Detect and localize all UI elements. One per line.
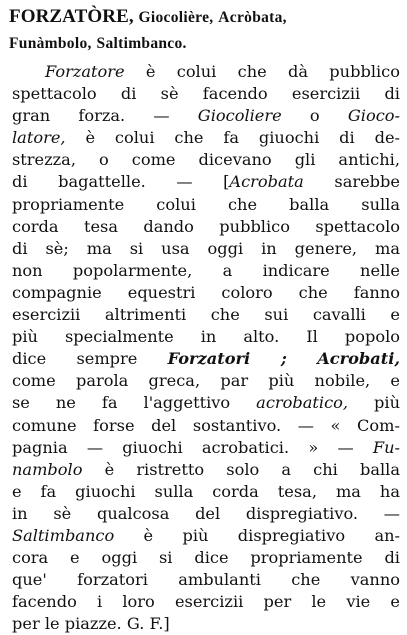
emphasized-term: Acrobati, bbox=[317, 349, 400, 369]
emphasized-term: Forzatore bbox=[45, 62, 125, 81]
entry-body bbox=[12, 61, 400, 635]
text-line bbox=[12, 569, 400, 591]
text-line bbox=[12, 216, 400, 238]
synonym-acrobata: Acròbata, bbox=[218, 9, 287, 26]
text-line bbox=[12, 348, 400, 370]
text-span: di sè; ma si usa oggi in genere, ma bbox=[12, 238, 400, 258]
text-span: più bbox=[348, 393, 400, 413]
text-span: non popolarmente, a indicare nelle bbox=[12, 260, 400, 280]
text-span: pagnia — giuochi acrobatici. » — bbox=[12, 437, 373, 457]
text-span: gran forza. — bbox=[12, 106, 198, 126]
text-span: sarebbe bbox=[303, 172, 400, 192]
text-line bbox=[12, 326, 400, 348]
text-line bbox=[12, 260, 400, 282]
emphasized-term: latore, bbox=[12, 128, 66, 148]
text-span: corda tesa dando pubblico spettacolo bbox=[12, 216, 400, 236]
text-span: come parola greca, par più nobile, e bbox=[12, 371, 400, 391]
text-span: più specialmente in alto. Il popolo bbox=[12, 327, 400, 347]
emphasized-term: Fu- bbox=[372, 437, 400, 457]
text-span: è più dispregiativo an- bbox=[114, 525, 400, 545]
synonym-funambolo: Funàmbolo, bbox=[9, 35, 92, 52]
text-span: è colui che fa giuochi di de- bbox=[65, 128, 400, 148]
emphasized-term: Forzatori ; bbox=[167, 349, 287, 369]
text-span: o bbox=[281, 106, 348, 126]
text-line bbox=[12, 282, 400, 304]
text-span: facendo i loro esercizii per le vie e bbox=[12, 592, 400, 612]
text-span: compagnie equestri coloro che fanno bbox=[12, 282, 400, 302]
text-span: comune forse del sostantivo. — « Com- bbox=[12, 415, 400, 435]
text-line bbox=[12, 238, 400, 260]
text-span: spettacolo di sè facendo esercizii di bbox=[12, 84, 400, 104]
emphasized-term: nambolo bbox=[12, 459, 83, 479]
text-line bbox=[12, 503, 400, 525]
text-line bbox=[12, 415, 400, 437]
text-line bbox=[12, 547, 400, 569]
text-line bbox=[12, 525, 400, 547]
emphasized-term: Acrobata bbox=[229, 172, 304, 192]
text-span: strezza, o come dicevano gli antichi, bbox=[12, 150, 400, 170]
emphasized-term: Saltimbanco bbox=[12, 525, 115, 545]
text-line bbox=[12, 105, 400, 127]
text-line bbox=[12, 459, 400, 481]
text-span: dice sempre bbox=[12, 349, 168, 369]
text-line bbox=[12, 127, 400, 149]
text-line bbox=[12, 171, 400, 193]
text-span: cora e oggi si dice propriamente di bbox=[12, 548, 400, 568]
text-span: se ne fa l'aggettivo bbox=[12, 393, 257, 413]
text-line bbox=[12, 61, 400, 83]
text-span: esercizii altrimenti che sui cavalli e bbox=[12, 305, 400, 325]
synonym-saltimbanco: Saltimbanco. bbox=[96, 35, 187, 52]
entry-heading bbox=[9, 4, 401, 56]
text-line bbox=[12, 83, 400, 105]
text-span: propriamente colui che balla sulla bbox=[12, 194, 400, 214]
emphasized-term: Gioco- bbox=[347, 106, 400, 126]
text-line bbox=[12, 304, 400, 326]
text-line bbox=[12, 591, 400, 613]
text-span: in sè qualcosa del dispregiativo. — bbox=[12, 503, 400, 523]
synonym-giocoliere: Giocolière, bbox=[138, 9, 214, 26]
text-span: per le piazze. G. F.] bbox=[12, 614, 170, 634]
text-line bbox=[12, 437, 400, 459]
text-line bbox=[12, 481, 400, 503]
text-span: que' forzatori ambulanti che vanno bbox=[12, 570, 400, 590]
text-line bbox=[12, 392, 400, 414]
text-line bbox=[12, 370, 400, 392]
text-line bbox=[12, 149, 400, 171]
text-span: di bagattelle. — [ bbox=[12, 172, 230, 192]
text-span: è colui che dà pubblico bbox=[124, 62, 400, 81]
emphasized-term: acrobatico, bbox=[256, 393, 349, 413]
headword: FORZATÒRE, bbox=[9, 6, 134, 27]
emphasized-term: Giocoliere bbox=[197, 106, 282, 126]
text-span: è ristretto solo a chi balla bbox=[82, 459, 400, 479]
text-line bbox=[12, 194, 400, 216]
text-span bbox=[287, 349, 317, 368]
text-span: e fa giuochi sulla corda tesa, ma ha bbox=[12, 481, 400, 501]
text-line bbox=[12, 613, 400, 635]
